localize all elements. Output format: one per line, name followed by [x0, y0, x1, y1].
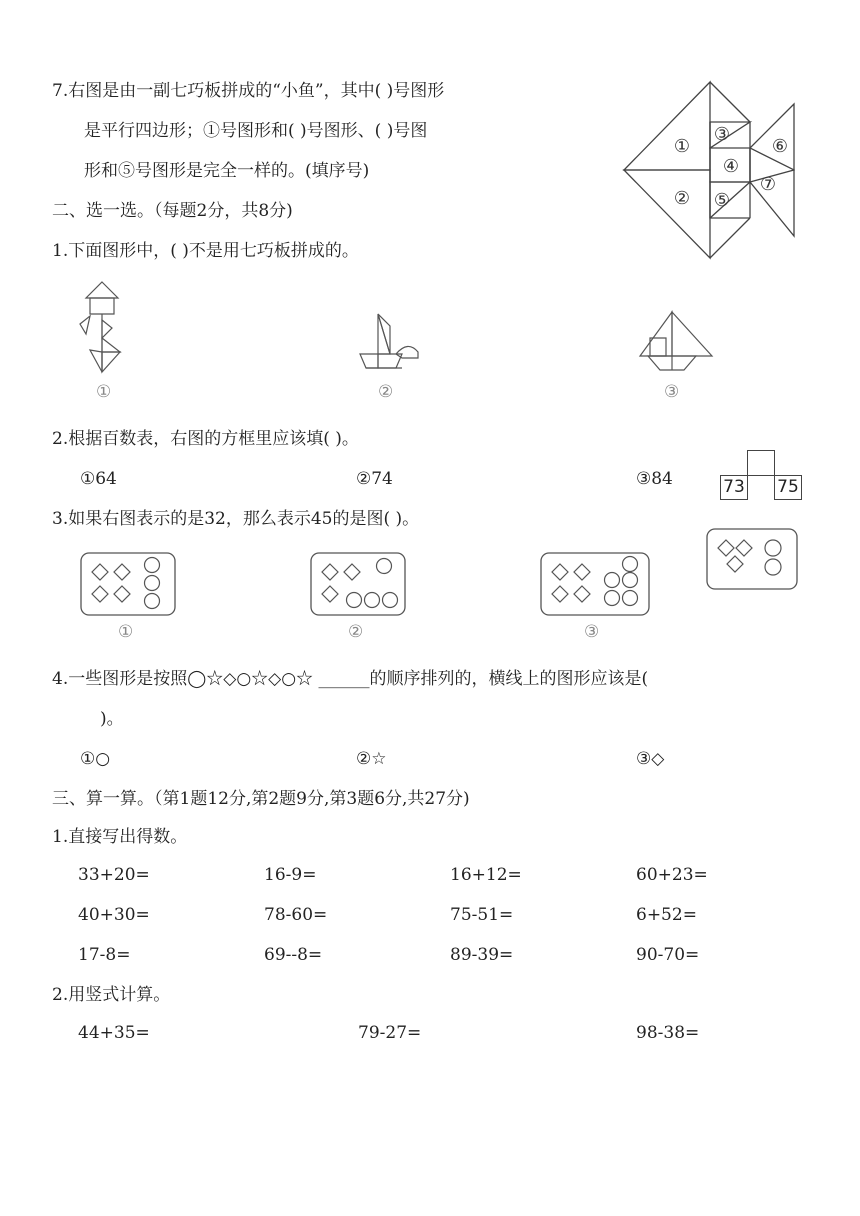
- sec2-q4-text: 4.一些图形是按照◯☆◇○☆◇○☆ ______的顺序排列的，横线上的图形应该是(: [52, 669, 649, 689]
- q7-line1: 7.右图是由一副七巧板拼成的“小鱼”，其中( )号图形: [52, 81, 445, 101]
- calc-r2-c2: 78-60=: [264, 905, 328, 925]
- reference-32-box: [706, 528, 798, 590]
- q1-caption-3: ③: [664, 382, 680, 402]
- calc-r3-c4: 90-70=: [636, 945, 700, 965]
- section3-title: 三、算一算。（第1题12分,第2题9分,第3题6分,共27分): [52, 789, 470, 809]
- vertical-calc-1: 44+35=: [78, 1023, 150, 1043]
- tangram-figure-1: [72, 280, 132, 376]
- q2-option-2: ②74: [356, 469, 393, 489]
- blank-box: [747, 450, 775, 476]
- fish-label-2: ②: [673, 188, 691, 209]
- fish-label-7: ⑦: [759, 174, 777, 195]
- cell-73: 73: [720, 475, 748, 500]
- q7-line2: 是平行四边形；①号图形和( )号图形、( )号图: [84, 121, 428, 141]
- q3-box-1: [80, 552, 176, 616]
- sec3-q1-text: 1.直接写出得数。: [52, 827, 188, 847]
- tangram-fish-figure: [620, 78, 830, 260]
- q4-option-3: ③◇: [636, 749, 665, 769]
- calc-r2-c4: 6+52=: [636, 905, 697, 925]
- cell-75: 75: [774, 475, 802, 500]
- section2-title: 二、选一选。（每题2分，共8分): [52, 201, 293, 221]
- calc-r2-c3: 75-51=: [450, 905, 514, 925]
- hundred-chart-fragment: [720, 450, 802, 500]
- calc-r1-c1: 33+20=: [78, 865, 150, 885]
- sec2-q4-text2: )。: [100, 709, 124, 729]
- sec2-q1-text: 1.下面图形中，( )不是用七巧板拼成的。: [52, 241, 359, 261]
- tangram-figure-3: [636, 310, 716, 376]
- calc-r1-c2: 16-9=: [264, 865, 317, 885]
- calc-r1-c4: 60+23=: [636, 865, 708, 885]
- vertical-calc-3: 98-38=: [636, 1023, 700, 1043]
- calc-r3-c2: 69--8=: [264, 945, 323, 965]
- sec3-q2-text: 2.用竖式计算。: [52, 985, 171, 1005]
- q7-line3: 形和⑤号图形是完全一样的。(填序号): [84, 161, 370, 181]
- q2-option-1: ①64: [80, 469, 117, 489]
- fish-label-4: ④: [722, 156, 740, 177]
- fish-label-5: ⑤: [713, 190, 731, 211]
- q3-caption-2: ②: [348, 622, 364, 642]
- q3-caption-3: ③: [584, 622, 600, 642]
- q1-caption-2: ②: [378, 382, 394, 402]
- tangram-figure-2: [356, 310, 422, 376]
- q4-option-2: ②☆: [356, 749, 387, 769]
- q3-box-2: [310, 552, 406, 616]
- fish-label-3: ③: [713, 124, 731, 145]
- calc-r2-c1: 40+30=: [78, 905, 150, 925]
- sec2-q3-text: 3.如果右图表示的是32，那么表示45的是图( )。: [52, 509, 420, 529]
- q1-caption-1: ①: [96, 382, 112, 402]
- fish-label-1: ①: [673, 136, 691, 157]
- q3-caption-1: ①: [118, 622, 134, 642]
- q4-option-1: ①○: [80, 749, 111, 769]
- q2-option-3: ③84: [636, 469, 673, 489]
- fish-label-6: ⑥: [771, 136, 789, 157]
- calc-r3-c1: 17-8=: [78, 945, 131, 965]
- sec2-q2-text: 2.根据百数表，右图的方框里应该填( )。: [52, 429, 359, 449]
- q3-box-3: [540, 552, 650, 616]
- calc-r1-c3: 16+12=: [450, 865, 522, 885]
- calc-r3-c3: 89-39=: [450, 945, 514, 965]
- vertical-calc-2: 79-27=: [358, 1023, 422, 1043]
